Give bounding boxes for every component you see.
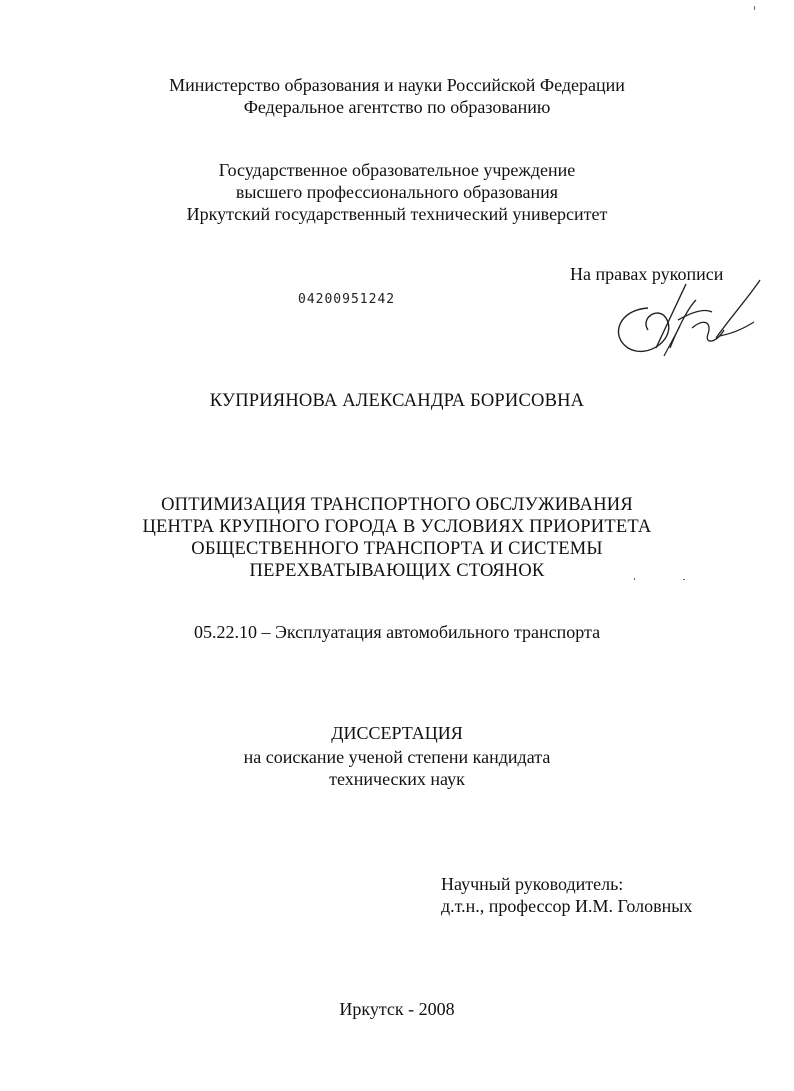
supervisor-label: Научный руководитель: [441,874,624,894]
scan-speck [754,6,755,10]
ministry-line: Министерство образования и науки Российской Федерации [169,75,625,95]
institution-level-line: высшего профессионального образования [235,182,559,202]
title-line-3: ОБЩЕСТВЕННОГО ТРАНСПОРТА И СИСТЕМЫ [191,539,603,559]
agency-line: Федеральное агентство по образованию [243,97,551,117]
specialty-line: 05.22.10 – Эксплуатация автомобильного транспорта [193,622,601,642]
rights-note: На правах рукописи [570,264,724,284]
dissertation-heading: ДИССЕРТАЦИЯ [331,723,463,743]
author-name: КУПРИЯНОВА АЛЕКСАНДРА БОРИСОВНА [209,391,585,411]
degree-line-2: технических наук [329,769,465,789]
city-year: Иркутск - 2008 [339,999,455,1019]
scan-speck [683,579,685,580]
title-line-1: ОПТИМИЗАЦИЯ ТРАНСПОРТНОГО ОБСЛУЖИВАНИЯ [161,495,633,515]
scan-speck [634,578,635,580]
supervisor-name: д.т.н., профессор И.М. Головных [441,896,693,916]
title-line-4: ПЕРЕХВАТЫВАЮЩИХ СТОЯНОК [249,561,545,581]
title-line-2: ЦЕНТРА КРУПНОГО ГОРОДА В УСЛОВИЯХ ПРИОРИТЕТА [142,517,652,537]
serial-number: 04200951242 [298,292,396,307]
institution-type-line: Государственное образовательное учреждение [218,160,576,180]
handwritten-signature [608,278,768,368]
degree-line-1: на соискание ученой степени кандидата [243,747,551,767]
university-name-line: Иркутский государственный технический университет [186,204,608,224]
